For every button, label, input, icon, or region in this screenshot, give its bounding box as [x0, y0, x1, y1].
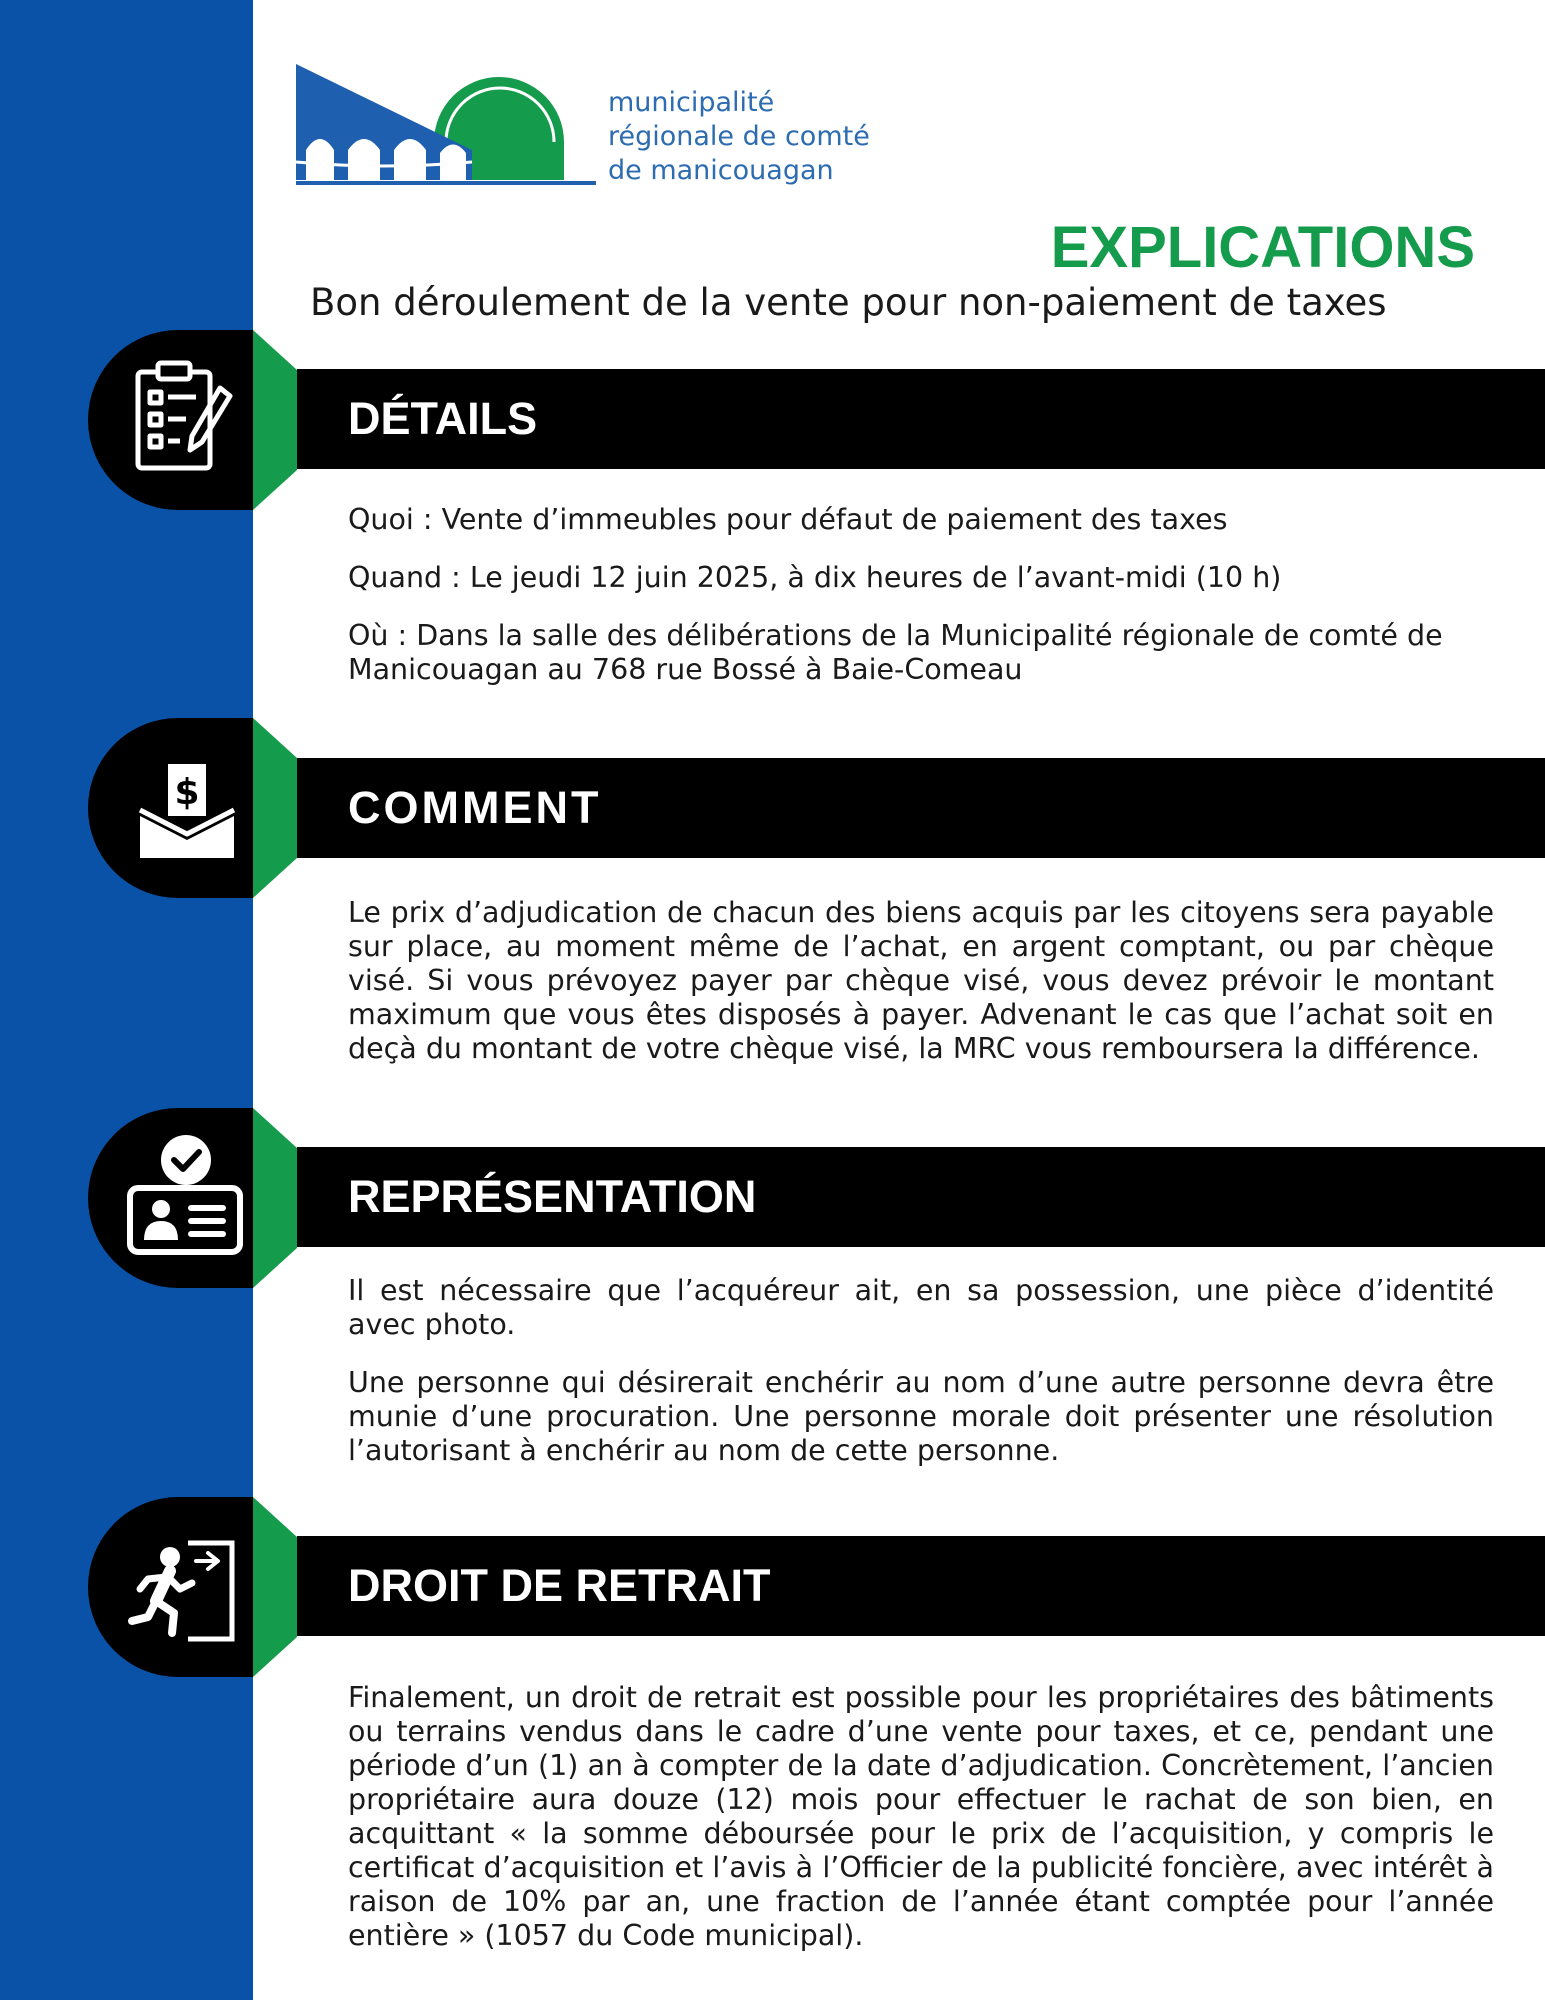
logo-wordmark	[608, 86, 870, 188]
svg-text:$: $	[174, 772, 200, 813]
representation-paragraph-2: Une personne qui désirerait enchérir au nom d’une autre personne devra être munie d’une procuration. Une personne morale doit présenter une résolution l’autorisant à enchérir au nom de cette personne.	[348, 1366, 1494, 1467]
mrc-logo	[296, 58, 616, 186]
logo-line-3: de manicouagan	[608, 155, 834, 186]
representation-paragraph-1: Il est nécessaire que l’acquéreur ait, en sa possession, une pièce d’identité avec photo.	[348, 1274, 1494, 1341]
section-heading-details: DÉTAILS	[348, 393, 538, 444]
comment-paragraph: Le prix d’adjudication de chacun des biens acquis par les citoyens sera payable sur place, au moment même de l’achat, en argent comptant, ou par chèque visé. Si vous prévoyez payer par chèque visé, vous devez prévoir le montant maximum que vous êtes disposés à payer. Advenant le cas que l’achat soit en deçà du montant de votre chèque visé, la MRC vous remboursera la différence.	[348, 896, 1494, 1065]
logo-line-2: régionale de comté	[608, 121, 870, 152]
page-title: EXPLICATIONS	[1050, 215, 1475, 280]
section-heading-retrait: DROIT DE RETRAIT	[348, 1560, 771, 1611]
left-sidebar-band	[0, 0, 253, 2000]
page-subtitle: Bon déroulement de la vente pour non-paiement de taxes	[310, 281, 1387, 324]
retrait-paragraph: Finalement, un droit de retrait est possible pour les propriétaires des bâtiments ou terrains vendus dans le cadre d’une vente pour taxes, et ce, pendant une période d’un (1) an à compter de la date d’adjudication. Concrètement, l’ancien propriétaire aura douze (12) mois pour effectuer le rachat de son bien, en acquittant « la somme déboursée pour le prix de l’acquisition, y compris le certificat d’acquisition et l’avis à l’Officier de la publicité foncière, avec intérêt à raison de 10% par an, une fraction de l’année étant comptée pour l’année entière » (1057 du Code municipal).	[348, 1681, 1494, 1952]
details-ou: Où : Dans la salle des délibérations de la Municipalité régionale de comté de Manicouagan au 768 rue Bossé à Baie-Comeau	[348, 619, 1443, 686]
section-heading-comment: COMMENT	[348, 782, 602, 833]
section-heading-representation: REPRÉSENTATION	[348, 1171, 757, 1222]
logo-line-1: municipalité	[608, 87, 775, 118]
details-quoi: Quoi : Vente d’immeubles pour défaut de paiement des taxes	[348, 503, 1228, 536]
details-quand: Quand : Le jeudi 12 juin 2025, à dix heures de l’avant-midi (10 h)	[348, 561, 1282, 594]
